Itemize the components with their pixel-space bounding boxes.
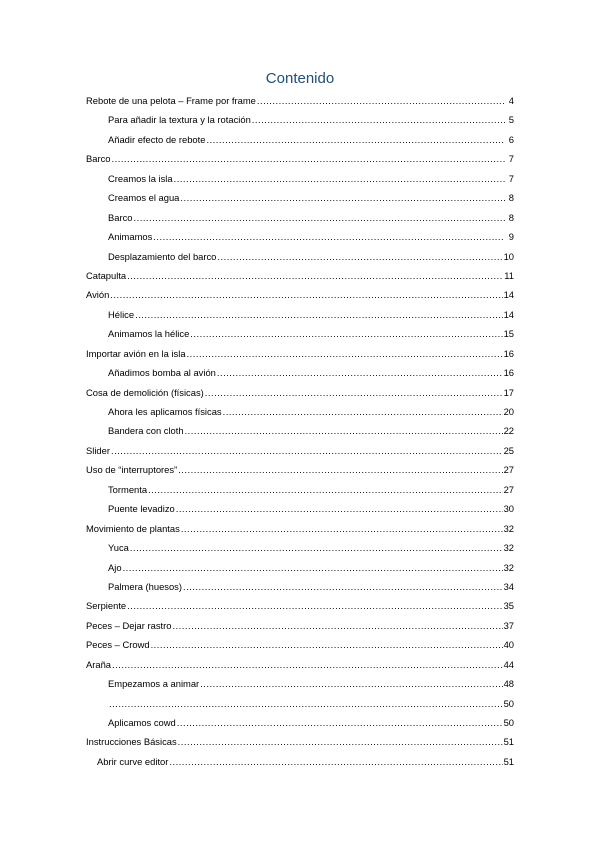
toc-entry-page-number: 10 — [503, 250, 514, 262]
toc-entry-page-number: 14 — [503, 308, 514, 320]
toc-entry[interactable] — [0, 616, 600, 635]
toc-entry-label: Instrucciones Básicas — [86, 736, 177, 748]
toc-entry-page-number: 14 — [503, 289, 514, 301]
toc-entry[interactable] — [0, 363, 600, 382]
toc-entry[interactable] — [0, 441, 600, 460]
toc-leader-dots — [217, 363, 503, 382]
toc-entry-page-number: 50 — [503, 697, 514, 709]
toc-entry[interactable] — [0, 169, 600, 188]
toc-entry[interactable] — [0, 752, 600, 771]
toc-entry-label: Serpiente — [86, 600, 127, 612]
toc-entry-label: Animamos — [108, 231, 153, 243]
toc-entry-page-number: 15 — [503, 328, 514, 340]
toc-entry-page-number: 7 — [508, 172, 514, 184]
toc-entry-page-number: 40 — [503, 639, 514, 651]
toc-entry-label: Cosa de demolición (físicas) — [86, 386, 204, 398]
table-of-contents — [0, 91, 600, 771]
toc-entry[interactable] — [0, 558, 600, 577]
toc-entry-label: Para añadir la textura y la rotación — [108, 114, 251, 126]
toc-entry-label: Tormenta — [108, 483, 148, 495]
toc-entry[interactable] — [0, 499, 600, 518]
toc-entry[interactable] — [0, 305, 600, 324]
toc-entry-label: Movimiento de plantas — [86, 522, 180, 534]
toc-entry[interactable] — [0, 713, 600, 732]
toc-entry-label: Peces – Dejar rastro — [86, 619, 172, 631]
toc-entry[interactable] — [0, 344, 600, 363]
toc-leader-dots — [205, 383, 503, 402]
toc-entry-page-number: 20 — [503, 406, 514, 417]
toc-leader-dots — [177, 713, 503, 732]
toc-entry-label: Peces – Crowd — [86, 639, 150, 651]
toc-entry[interactable] — [0, 91, 600, 110]
toc-leader-dots — [257, 91, 505, 110]
toc-entry[interactable] — [0, 383, 600, 402]
toc-leader-dots — [112, 655, 503, 674]
toc-entry-label: Creamos el agua — [108, 192, 180, 204]
toc-entry-label: Rebote de una pelota – Frame por frame — [86, 95, 256, 106]
toc-entry-page-number: 17 — [503, 386, 514, 398]
toc-leader-dots — [181, 519, 503, 538]
toc-leader-dots — [183, 577, 503, 596]
toc-entry-page-number: 4 — [508, 95, 514, 106]
toc-entry[interactable] — [0, 324, 600, 343]
toc-entry[interactable] — [0, 402, 600, 421]
toc-entry[interactable] — [0, 674, 600, 693]
toc-entry-label: Ajo — [108, 561, 122, 573]
toc-entry-page-number: 11 — [504, 269, 514, 281]
toc-entry[interactable] — [0, 188, 600, 207]
toc-entry-page-number: 7 — [508, 153, 514, 165]
toc-entry-label: Palmera (huesos) — [108, 580, 182, 592]
toc-entry-label: Catapulta — [86, 269, 127, 281]
toc-leader-dots — [130, 538, 503, 557]
toc-leader-dots — [190, 324, 502, 343]
toc-entry-page-number: 44 — [503, 658, 514, 670]
toc-leader-dots — [148, 480, 502, 499]
toc-leader-dots — [252, 110, 505, 129]
toc-leader-dots — [217, 247, 502, 266]
toc-entry-page-number: 8 — [508, 192, 514, 204]
toc-leader-dots — [187, 344, 503, 363]
toc-entry[interactable] — [0, 266, 600, 285]
toc-entry-page-number: 50 — [503, 717, 514, 728]
toc-entry-page-number: 34 — [503, 580, 514, 592]
toc-entry-page-number: 32 — [503, 561, 514, 573]
toc-leader-dots — [127, 266, 503, 285]
toc-entry-page-number: 48 — [503, 678, 514, 690]
toc-leader-dots — [134, 208, 506, 227]
toc-entry[interactable] — [0, 421, 600, 440]
toc-leader-dots — [169, 752, 502, 771]
toc-entry-page-number: 6 — [508, 133, 514, 145]
toc-entry[interactable] — [0, 460, 600, 479]
toc-leader-dots — [110, 285, 502, 304]
toc-entry-page-number: 32 — [503, 542, 514, 554]
toc-entry-label: Desplazamiento del barco — [108, 250, 217, 262]
toc-entry[interactable] — [0, 149, 600, 168]
toc-entry-label: Abrir curve editor — [97, 755, 169, 767]
toc-entry-page-number: 30 — [503, 503, 514, 515]
toc-leader-dots — [185, 421, 503, 440]
toc-entry-page-number: 35 — [503, 600, 514, 612]
toc-leader-dots — [112, 149, 506, 168]
toc-entry[interactable] — [0, 285, 600, 304]
toc-entry-page-number: 51 — [503, 736, 514, 748]
toc-entry-label: Slider — [86, 444, 110, 456]
toc-entry[interactable] — [0, 655, 600, 674]
toc-entry-page-number: 8 — [508, 211, 514, 223]
toc-entry[interactable] — [0, 538, 600, 557]
toc-entry-label: Creamos la isla — [108, 172, 173, 184]
toc-leader-dots — [180, 188, 505, 207]
toc-entry-label: Empezamos a animar — [108, 678, 200, 690]
toc-leader-dots — [109, 694, 503, 713]
toc-entry[interactable] — [0, 519, 600, 538]
toc-entry[interactable] — [0, 480, 600, 499]
toc-entry[interactable] — [0, 732, 600, 751]
toc-leader-dots — [176, 499, 503, 518]
toc-entry-page-number: 25 — [503, 444, 514, 456]
toc-entry-page-number: 27 — [503, 464, 514, 476]
toc-leader-dots — [127, 596, 502, 615]
toc-entry-page-number: 32 — [503, 522, 514, 534]
toc-entry-page-number: 27 — [503, 483, 514, 495]
toc-entry[interactable] — [0, 596, 600, 615]
toc-leader-dots — [178, 460, 502, 479]
toc-entry[interactable] — [0, 130, 600, 149]
toc-entry[interactable] — [0, 247, 600, 266]
toc-entry-label: Añadir efecto de rebote — [108, 133, 206, 145]
toc-leader-dots — [172, 616, 502, 635]
toc-entry-label: Ahora les aplicamos físicas — [108, 406, 222, 417]
toc-leader-dots — [206, 130, 505, 149]
toc-entry-label: Importar avión en la isla — [86, 347, 186, 359]
toc-entry-label: Añadimos bomba al avión — [108, 367, 216, 379]
toc-entry[interactable] — [0, 110, 600, 129]
toc-entry-page-number: 37 — [503, 619, 514, 631]
toc-leader-dots — [174, 169, 505, 188]
toc-entry-label: Barco — [108, 211, 133, 223]
toc-entry-label: Barco — [86, 153, 111, 165]
toc-entry[interactable] — [0, 208, 600, 227]
toc-entry-label: Yuca — [108, 542, 129, 554]
toc-leader-dots — [178, 732, 503, 751]
toc-leader-dots — [153, 227, 505, 246]
toc-leader-dots — [200, 674, 502, 693]
toc-leader-dots — [123, 558, 503, 577]
toc-entry-page-number: 5 — [508, 114, 514, 126]
toc-title: Contenido — [265, 70, 335, 87]
toc-entry-label: Avión — [86, 289, 110, 301]
toc-leader-dots — [223, 402, 503, 421]
toc-leader-dots — [151, 635, 503, 654]
toc-entry-label: Aplicamos cowd — [108, 717, 176, 728]
toc-entry-page-number: 51 — [503, 755, 514, 767]
toc-entry[interactable] — [0, 577, 600, 596]
toc-entry-label: Bandera con cloth — [108, 425, 184, 437]
toc-entry-page-number: 9 — [508, 231, 514, 243]
toc-entry-label: Puente levadizo — [108, 503, 175, 515]
toc-entry-label: Araña — [86, 658, 112, 670]
toc-entry[interactable] — [0, 694, 600, 713]
toc-entry-page-number: 16 — [503, 347, 514, 359]
toc-leader-dots — [111, 441, 503, 460]
toc-entry-label: Uso de “interruptores” — [86, 464, 178, 476]
toc-entry-label: Hélice — [108, 308, 135, 320]
toc-entry-label: Animamos la hélice — [108, 328, 190, 340]
toc-leader-dots — [135, 305, 503, 324]
toc-entry[interactable] — [0, 227, 600, 246]
toc-entry-page-number: 16 — [503, 367, 514, 379]
toc-entry[interactable] — [0, 635, 600, 654]
toc-entry-page-number: 22 — [503, 425, 514, 437]
